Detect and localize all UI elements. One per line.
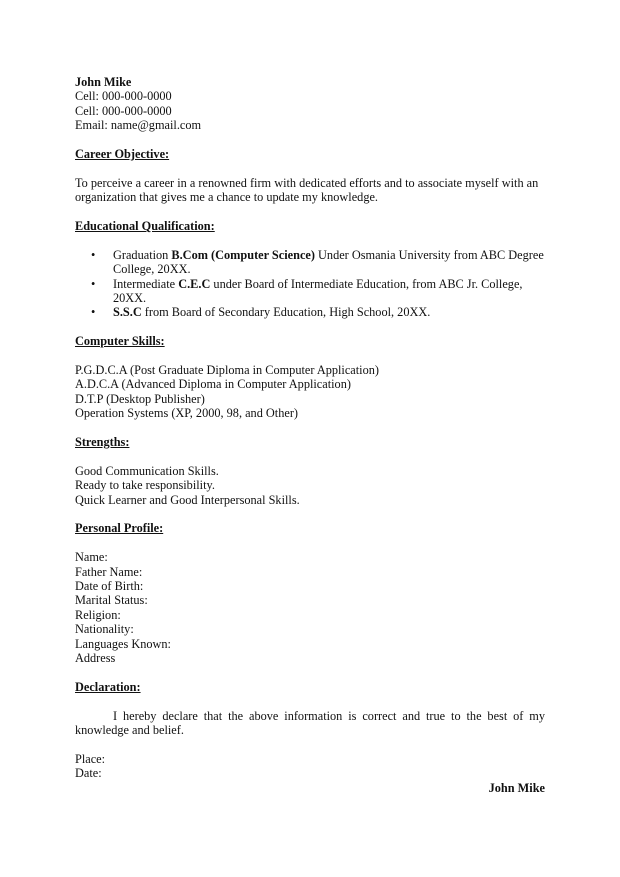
education-item-degree: C.E.C [178, 276, 211, 291]
education-section [75, 219, 545, 320]
education-item-detail: Under Osmania University from ABC Degree College, 20XX. [113, 247, 544, 277]
bullet-icon: • [91, 247, 96, 262]
education-list [75, 248, 545, 320]
skill-item: Operation Systems (XP, 2000, 98, and Other) [75, 406, 299, 421]
strengths-heading: Strengths: [75, 435, 130, 450]
strength-item: Quick Learner and Good Interpersonal Skills. [75, 492, 300, 507]
profile-field-religion: Religion: [75, 607, 121, 622]
skill-item: D.T.P (Desktop Publisher) [75, 391, 205, 406]
declaration-section [75, 680, 545, 795]
list-item [75, 305, 545, 319]
skill-item: P.G.D.C.A (Post Graduate Diploma in Computer Application) [75, 363, 379, 378]
career-objective-heading: Career Objective: [75, 147, 170, 162]
list-item [75, 277, 545, 306]
strength-item: Ready to take responsibility. [75, 478, 215, 493]
personal-profile-section [75, 521, 545, 665]
education-item-prefix: Graduation [113, 247, 172, 262]
resume-page [75, 75, 545, 795]
list-item [75, 248, 545, 277]
education-item-detail: under Board of Intermediate Education, from ABC Jr. College, 20XX. [113, 276, 523, 306]
signature-name: John Mike [488, 780, 545, 795]
bullet-icon: • [91, 305, 96, 320]
profile-field-address: Address [75, 651, 116, 666]
profile-field-date-of-birth: Date of Birth: [75, 579, 144, 594]
applicant-name: John Mike [75, 75, 132, 89]
skill-item: A.D.C.A (Advanced Diploma in Computer Application) [75, 377, 351, 392]
personal-profile-heading: Personal Profile: [75, 521, 164, 536]
email-line: Email: name@gmail.com [75, 118, 202, 133]
profile-field-father-name: Father Name: [75, 564, 143, 579]
education-item-degree: B.Com (Computer Science) [171, 247, 315, 262]
contact-block [75, 75, 545, 133]
computer-skills-heading: Computer Skills: [75, 334, 165, 349]
career-objective-text: To perceive a career in a renowned firm with dedicated efforts and to associate myself with an organization that gives me a chance to update my knowledge. [75, 175, 539, 205]
education-item-degree: S.S.C [113, 305, 142, 320]
education-item-prefix: Intermediate [113, 276, 179, 291]
profile-field-marital-status: Marital Status: [75, 593, 148, 608]
profile-field-languages: Languages Known: [75, 636, 171, 651]
phone-line: Cell: 000-000-0000 [75, 89, 172, 104]
phone-line: Cell: 000-000-0000 [75, 103, 172, 118]
profile-field-name: Name: [75, 550, 108, 565]
education-item-detail: from Board of Secondary Education, High School, 20XX. [141, 305, 431, 320]
declaration-text: I hereby declare that the above information is correct and true to the best of my knowledge and belief. [75, 708, 545, 738]
bullet-icon: • [91, 276, 96, 291]
strength-item: Good Communication Skills. [75, 463, 219, 478]
profile-field-nationality: Nationality: [75, 622, 134, 637]
education-heading: Educational Qualification: [75, 219, 215, 234]
strengths-section [75, 435, 545, 507]
computer-skills-section [75, 334, 545, 420]
place-field: Place: [75, 751, 106, 766]
declaration-heading: Declaration: [75, 679, 141, 694]
career-objective-section [75, 147, 545, 205]
date-field: Date: [75, 766, 102, 781]
